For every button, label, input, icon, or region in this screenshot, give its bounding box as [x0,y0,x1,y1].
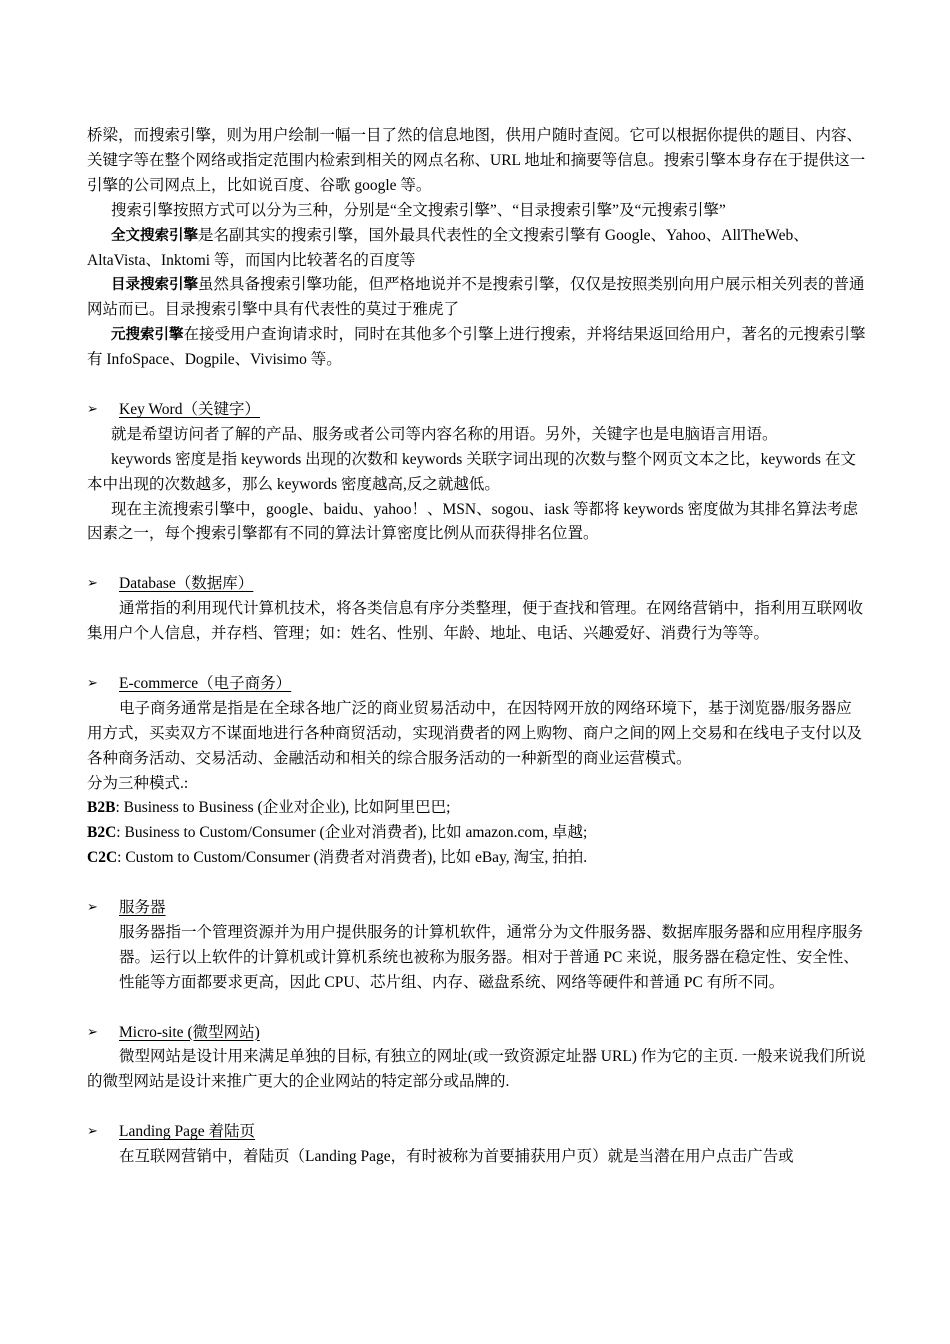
b2c-label: B2C [87,824,117,842]
c2c-label: C2C [87,849,118,867]
fulltext-engine-paragraph [87,224,867,274]
server-heading [87,896,867,921]
server-heading-text: 服务器 [119,899,166,917]
spacer [87,647,867,672]
keyword-paragraph-3: 现在主流搜索引擎中，google、baidu、yahoo！、MSN、sogou、iask 等都将 keywords 密度做为其排名算法考虑因素之一，每个搜索引擎都有不同的算法计算密度比例从而获得排名位置。 [87,500,858,543]
b2b-text: : Business to Business (企业对企业), 比如阿里巴巴; [115,799,451,817]
ecommerce-modes-intro: 分为三种模式.: [87,774,189,792]
database-heading-text: Database（数据库） [119,575,254,593]
keyword-heading [87,398,867,423]
ecommerce-b2b-line [87,796,867,821]
spacer [87,547,867,572]
ecommerce-paragraph: 电子商务通常是指是在全球各地广泛的商业贸易活动中，在因特网开放的网络环境下，基于浏览器/服务器应用方式，买卖双方不谋面地进行各种商贸活动，实现消费者的网上购物、商户之间的网上交易和在线电子支付以及各种商务活动、交易活动、金融活动和相关的综合服务活动的一种新型的商业运营模式。 [87,699,863,767]
b2c-text: : Business to Custom/Consumer (企业对消费者), 比如 amazon.com, 卓越; [116,824,588,842]
search-engine-types-paragraph: 搜索引擎按照方式可以分为三种，分别是“全文搜索引擎”、“目录搜索引擎”及“元搜索引擎” [111,201,726,219]
c2c-text: : Custom to Custom/Consumer (消费者对消费者), 比如 eBay, 淘宝, 拍拍. [117,849,588,867]
keyword-paragraph-2: keywords 密度是指 keywords 出现的次数和 keywords 关联字词出现的次数与整个网页文本之比，keywords 在文本中出现的次数越多，那么 keywords 密度越高,反之就越低。 [87,450,856,493]
database-heading [87,572,867,597]
landing-heading-text: Landing Page 着陆页 [119,1123,256,1141]
ecommerce-b2c-line [87,821,867,846]
spacer [87,1095,867,1120]
keyword-paragraph-1: 就是希望访问者了解的产品、服务或者公司等内容名称的用语。另外，关键字也是电脑语言用语。 [111,425,778,443]
meta-engine-paragraph [87,323,867,373]
meta-engine-term: 元搜索引擎 [111,327,184,344]
ecommerce-c2c-line [87,846,867,871]
directory-engine-paragraph [87,273,867,323]
microsite-paragraph: 微型网站是设计用来满足单独的目标, 有独立的网址(或一致资源定址器 URL) 作为它的主页. 一般来说我们所说的微型网站是设计来推广更大的企业网站的特定部分或品牌的. [87,1048,866,1091]
spacer [87,996,867,1021]
database-paragraph: 通常指的利用现代计算机技术，将各类信息有序分类整理，便于查找和管理。在网络营销中，指利用互联网收集用户个人信息，并存档、管理；如：姓名、性别、年龄、地址、电话、兴趣爱好、消费行为等等。 [87,600,864,643]
directory-engine-term: 目录搜索引擎 [111,277,198,294]
fulltext-engine-text: 是名副其实的搜索引擎，国外最具代表性的全文搜索引擎有 Google、Yahoo、AllTheWeb、AltaVista、Inktomi 等，而国内比较著名的百度等 [87,226,809,269]
microsite-heading [87,1021,867,1046]
fulltext-engine-term: 全文搜索引擎 [111,227,198,244]
b2b-label: B2B [87,799,116,817]
intro-paragraph: 桥梁，而搜索引擎，则为用户绘制一幅一目了然的信息地图，供用户随时查阅。它可以根据你提供的题目、内容、关键字等在整个网络或指定范围内检索到相关的网点名称、URL 地址和摘要等信息。搜索引擎本身存在于提供这一引擎的公司网点上，比如说百度、谷歌 google 等。 [87,127,866,194]
keyword-heading-text: Key Word（关键字） [119,400,260,418]
landing-paragraph: 在互联网营销中，着陆页（Landing Page，有时被称为首要捕获用户页）就是当潜在用户点击广告或 [119,1148,794,1166]
ecommerce-heading-text: E-commerce（电子商务） [119,674,292,692]
microsite-heading-text: Micro-site (微型网站) [119,1023,260,1041]
arrow-bullet-icon: ➢ [87,1124,98,1140]
ecommerce-heading [87,672,867,697]
arrow-bullet-icon: ➢ [87,675,98,691]
spacer [87,373,867,398]
meta-engine-text: 在接受用户查询请求时，同时在其他多个引擎上进行搜索，并将结果返回给用户，著名的元搜索引擎有 InfoSpace、Dogpile、Vivisimo 等。 [87,326,866,369]
landing-heading [87,1120,867,1145]
directory-engine-text: 虽然具备搜索引擎功能，但严格地说并不是搜索引擎，仅仅是按照类别向用户展示相关列表的普通网站而已。目录搜索引擎中具有代表性的莫过于雅虎了 [87,276,865,319]
server-paragraph: 服务器指一个管理资源并为用户提供服务的计算机软件，通常分为文件服务器、数据库服务器和应用程序服务器。运行以上软件的计算机或计算机系统也被称为服务器。相对于普通 PC 来说，服务器在稳定性、安全性、性能等方面都要求更高，因此 CPU、芯片组、内存、磁盘系统、网络等硬件和普通 PC 有所不同。 [119,923,864,991]
arrow-bullet-icon: ➢ [87,1024,98,1040]
arrow-bullet-icon: ➢ [87,401,98,417]
arrow-bullet-icon: ➢ [87,576,98,592]
spacer [87,871,867,896]
document-page [87,124,867,1170]
arrow-bullet-icon: ➢ [87,900,98,916]
